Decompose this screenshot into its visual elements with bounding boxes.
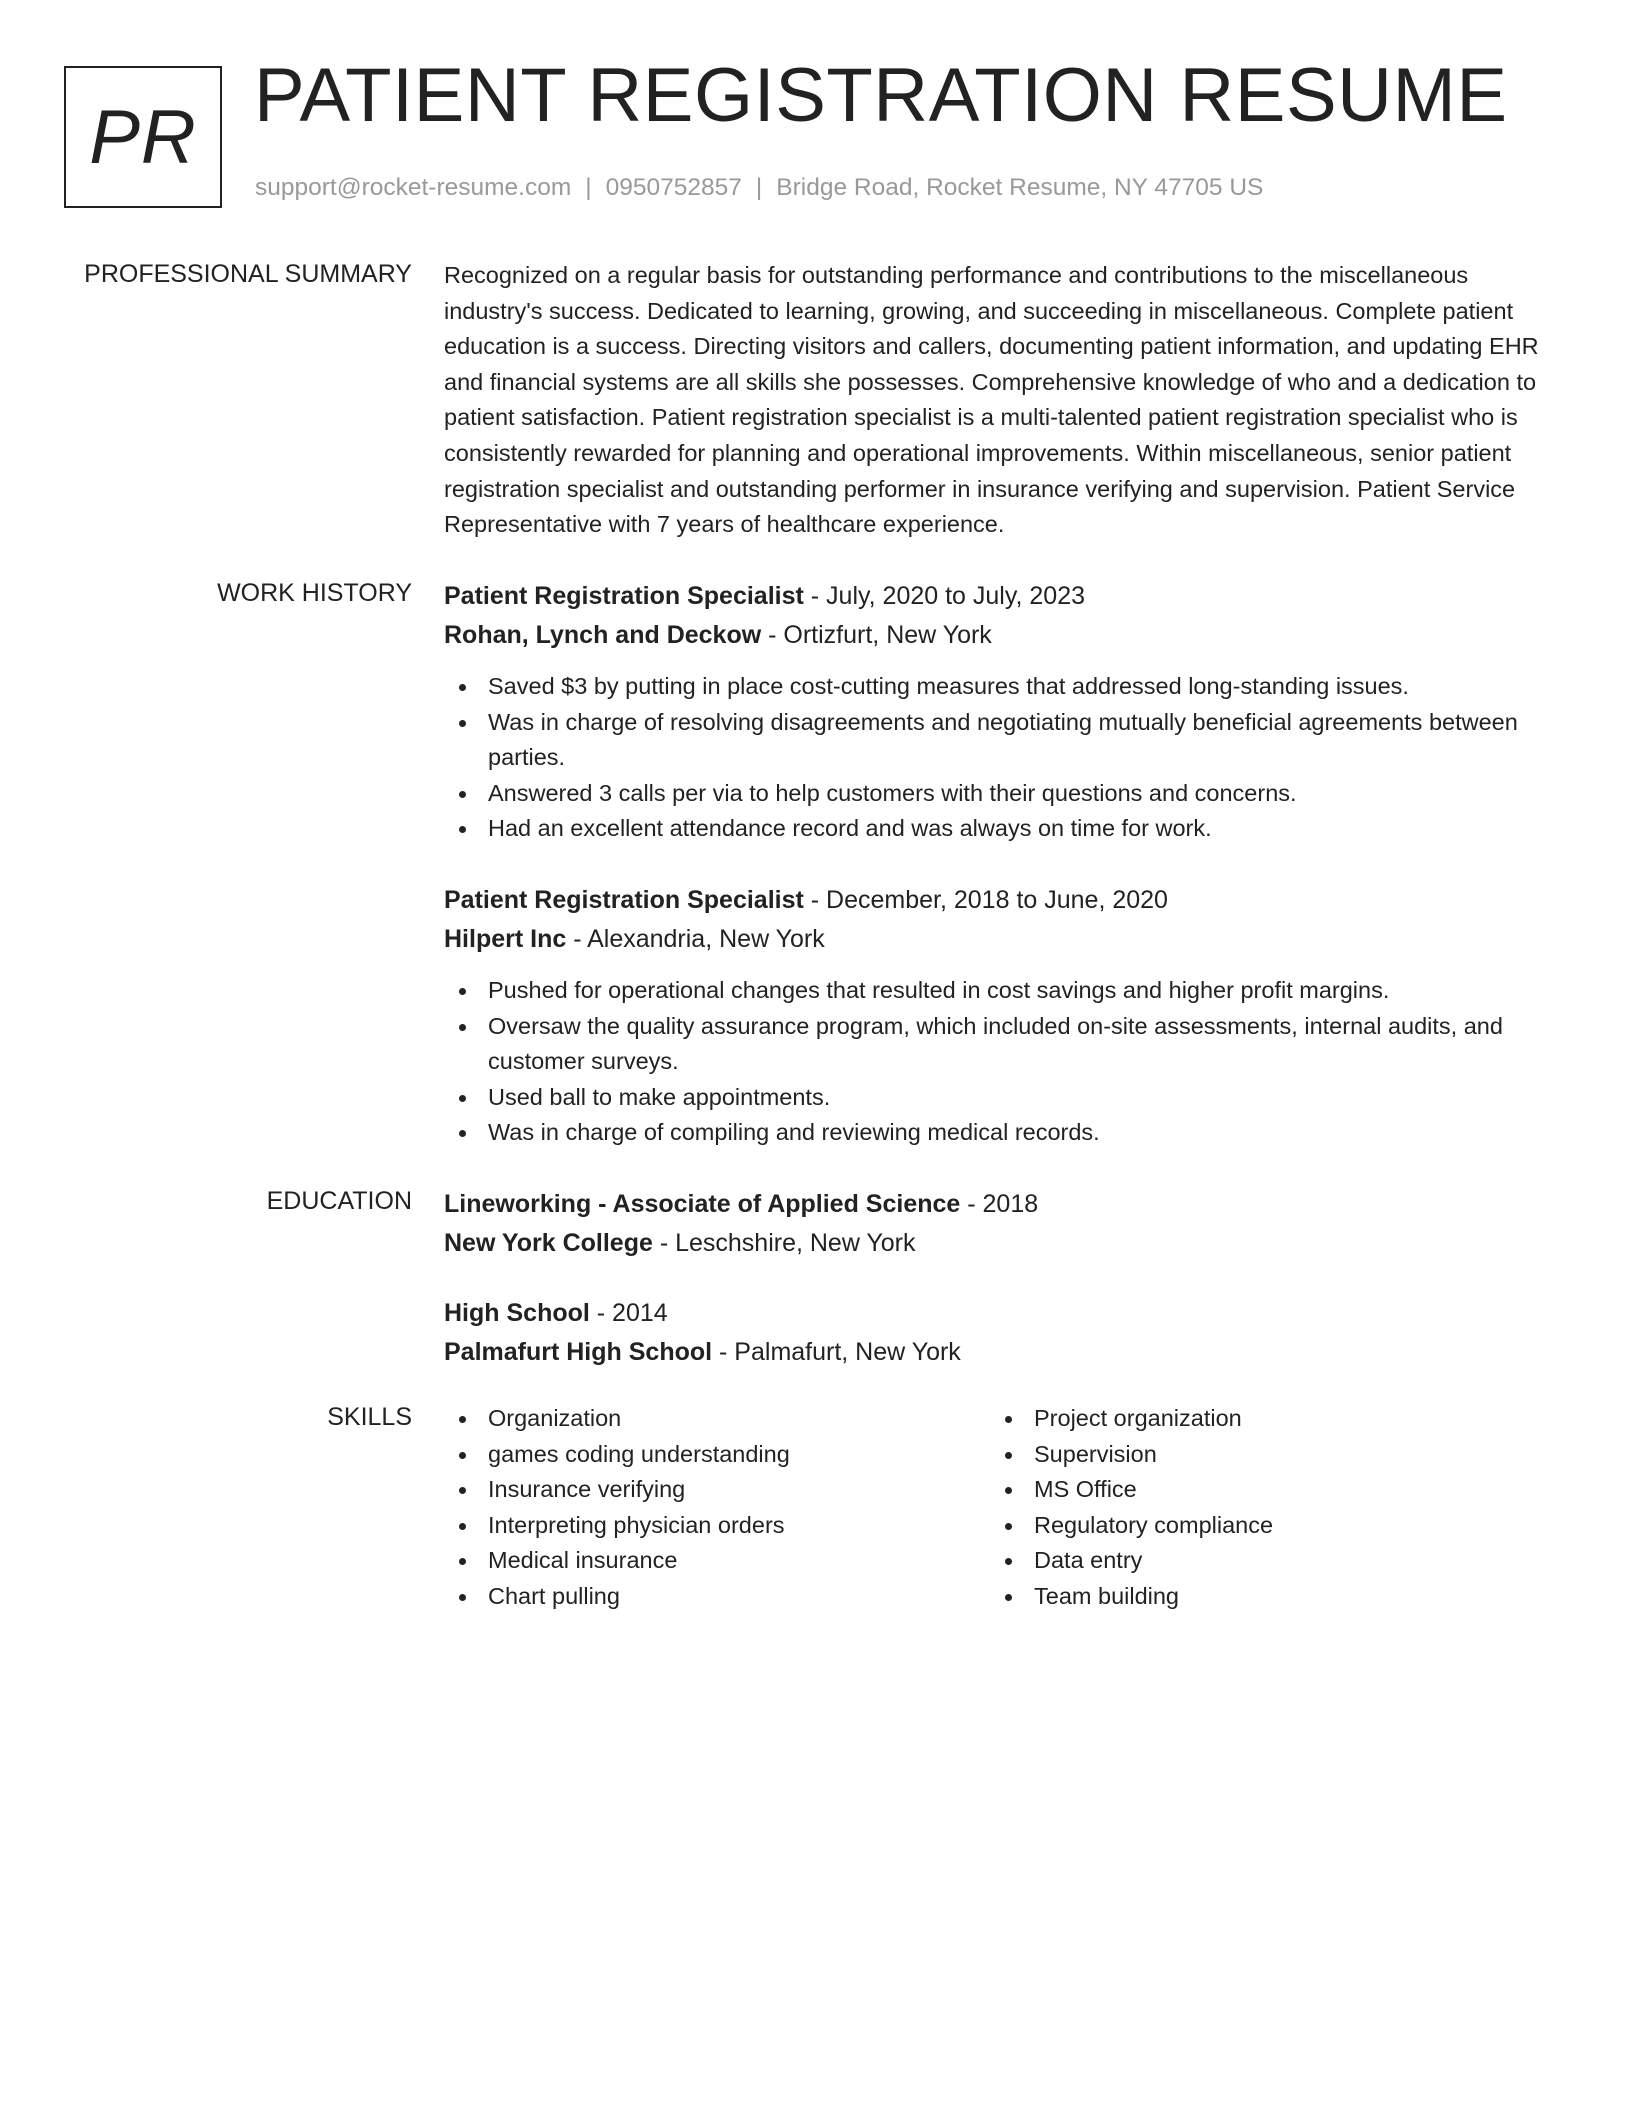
job-dates: - July, 2020 to July, 2023 bbox=[803, 582, 1086, 610]
job-title: Patient Registration Specialist bbox=[444, 886, 804, 914]
skill-item: games coding understanding bbox=[444, 1437, 990, 1473]
section-label-work-history: WORK HISTORY bbox=[217, 579, 412, 607]
education-degree-line bbox=[444, 1185, 1554, 1224]
education-school: New York College bbox=[444, 1229, 653, 1257]
education-school: Palmafurt High School bbox=[444, 1338, 713, 1366]
job-company-line bbox=[444, 920, 1554, 959]
job-bullet: Saved $3 by putting in place cost-cutting measures that addressed long-standing issues. bbox=[444, 669, 1554, 705]
job-bullet: Used ball to make appointments. bbox=[444, 1080, 1554, 1116]
skill-item: Team building bbox=[990, 1579, 1536, 1615]
education-entry bbox=[444, 1185, 1554, 1263]
job-location: - Alexandria, New York bbox=[566, 925, 825, 953]
education-entry bbox=[444, 1294, 1554, 1372]
skill-item: Organization bbox=[444, 1401, 990, 1437]
skill-item: Supervision bbox=[990, 1437, 1536, 1473]
job-bullet: Answered 3 calls per via to help customers with their questions and concerns. bbox=[444, 776, 1554, 812]
skill-item: Regulatory compliance bbox=[990, 1508, 1536, 1544]
skill-item: Chart pulling bbox=[444, 1579, 990, 1615]
job-entry bbox=[444, 881, 1554, 1151]
job-dates: - December, 2018 to June, 2020 bbox=[803, 886, 1168, 914]
education-year: - 2018 bbox=[960, 1190, 1039, 1218]
contact-separator: | bbox=[755, 174, 763, 201]
summary-text: Recognized on a regular basis for outstanding performance and contributions to the miscellaneous industry's success. Dedicated to learning, growing, and succeeding in miscellaneous. Complete patient education is a success. Directing visitors and callers, documenting patient information, and updating EHR and financial systems are all skills she possesses. Comprehensive knowledge of who and a dedication to patient satisfaction. Patient registration specialist is a multi-talented patient registration specialist who is consistently rewarded for planning and operational improvements. Within miscellaneous, senior patient registration specialist and outstanding performer in insurance verifying and supervision. Patient Service Representative with 7 years of healthcare experience. bbox=[444, 262, 1539, 538]
job-title-line bbox=[444, 577, 1554, 616]
section-label-education: EDUCATION bbox=[266, 1187, 412, 1215]
education-school-line bbox=[444, 1224, 1554, 1263]
education-location: - Palmafurt, New York bbox=[712, 1338, 961, 1366]
contact-separator: | bbox=[585, 174, 592, 201]
job-company-line bbox=[444, 616, 1554, 655]
contact-phone[interactable]: 0950752857 bbox=[605, 174, 742, 201]
job-bullet: Oversaw the quality assurance program, which included on-site assessments, internal audits, and customer surveys. bbox=[444, 1009, 1554, 1080]
skill-item: Project organization bbox=[990, 1401, 1536, 1437]
job-bullet: Was in charge of resolving disagreements and negotiating mutually beneficial agreements between parties. bbox=[444, 705, 1554, 776]
job-title: Patient Registration Specialist bbox=[444, 582, 804, 610]
contact-email[interactable]: support@rocket-resume.com bbox=[255, 174, 572, 201]
job-company: Rohan, Lynch and Deckow bbox=[444, 621, 762, 649]
job-bullet: Was in charge of compiling and reviewing medical records. bbox=[444, 1115, 1554, 1151]
contact-address: Bridge Road, Rocket Resume, NY 47705 US bbox=[776, 174, 1264, 201]
skill-item: Interpreting physician orders bbox=[444, 1508, 990, 1544]
skill-item: MS Office bbox=[990, 1472, 1536, 1508]
monogram-text: PR bbox=[89, 94, 197, 180]
job-bullet: Had an excellent attendance record and was always on time for work. bbox=[444, 811, 1554, 847]
education-school-line bbox=[444, 1333, 1554, 1372]
job-bullets bbox=[444, 669, 1554, 847]
education-location: - Leschshire, New York bbox=[652, 1229, 916, 1257]
section-label-skills: SKILLS bbox=[327, 1403, 412, 1431]
education-year: - 2014 bbox=[589, 1299, 668, 1327]
contact-line bbox=[255, 176, 1263, 201]
education-degree: High School bbox=[444, 1299, 590, 1327]
skill-item: Medical insurance bbox=[444, 1543, 990, 1579]
skill-item: Insurance verifying bbox=[444, 1472, 990, 1508]
job-bullets bbox=[444, 973, 1554, 1151]
education-degree-line bbox=[444, 1294, 1554, 1333]
skills-list-right bbox=[990, 1401, 1536, 1615]
section-label-summary: PROFESSIONAL SUMMARY bbox=[84, 260, 412, 288]
job-bullet: Pushed for operational changes that resulted in cost savings and higher profit margins. bbox=[444, 973, 1554, 1009]
job-location: - Ortizfurt, New York bbox=[761, 621, 992, 649]
education-degree: Lineworking - Associate of Applied Science bbox=[444, 1190, 961, 1218]
monogram-logo bbox=[64, 66, 222, 208]
job-entry bbox=[444, 577, 1554, 847]
job-title-line bbox=[444, 881, 1554, 920]
skills-columns bbox=[444, 1401, 1554, 1615]
job-company: Hilpert Inc bbox=[444, 925, 567, 953]
resume-title: PATIENT REGISTRATION RESUME bbox=[254, 53, 1508, 138]
skill-item: Data entry bbox=[990, 1543, 1536, 1579]
skills-list-left bbox=[444, 1401, 990, 1615]
